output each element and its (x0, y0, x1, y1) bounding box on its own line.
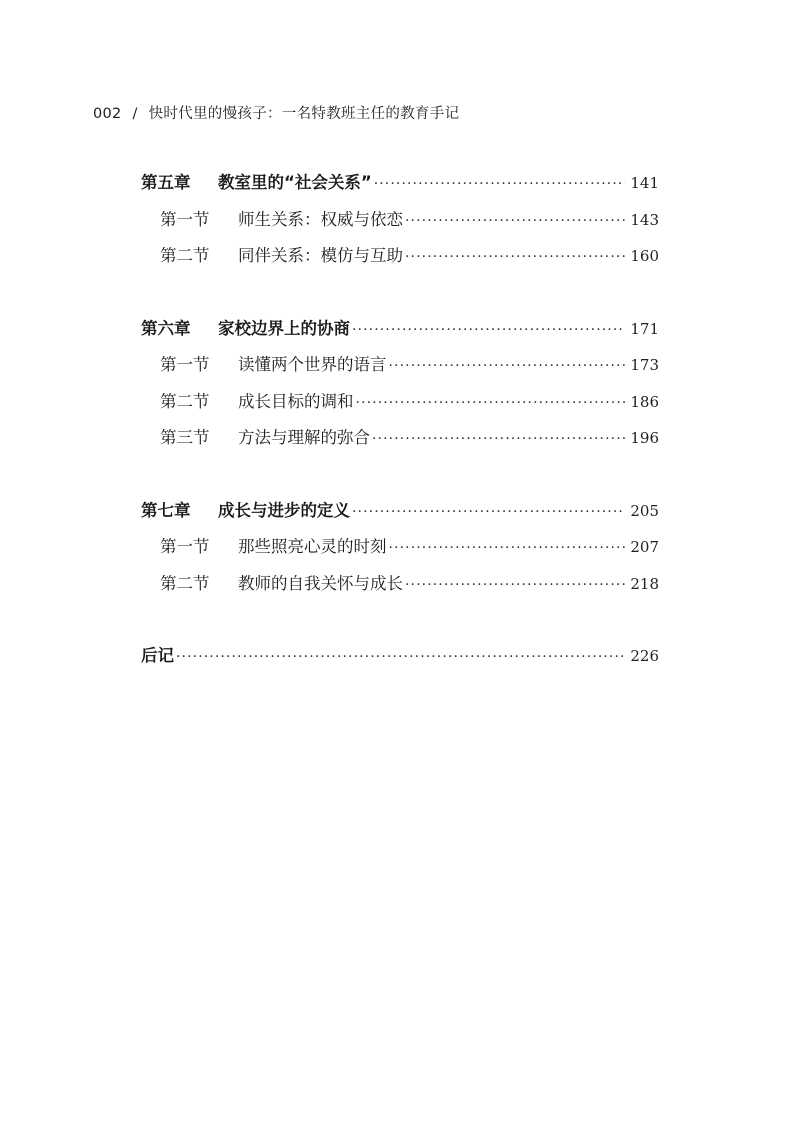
dot-leader (352, 498, 625, 526)
chapter-entry[interactable] (141, 315, 659, 352)
section-title: 成长目标的调和 (238, 391, 354, 411)
dot-leader (352, 316, 625, 344)
section-number: 第一节 (160, 355, 210, 374)
section-entry[interactable] (141, 570, 659, 607)
chapter-number: 第六章 (141, 318, 191, 338)
section-number: 第三节 (160, 428, 210, 447)
section-entry[interactable] (141, 351, 659, 388)
group-spacer (141, 279, 659, 315)
chapter-group-7 (141, 497, 659, 607)
section-title: 那些照亮心灵的时刻 (238, 537, 387, 556)
section-label (160, 388, 354, 416)
chapter-group-6 (141, 315, 659, 461)
section-title: 教师的自我关怀与成长 (238, 573, 403, 593)
chapter-entry[interactable] (141, 169, 659, 206)
section-title: 方法与理解的弥合 (238, 428, 370, 447)
table-of-contents (141, 169, 659, 679)
header-separator: / (132, 106, 138, 122)
chapter-page: 171 (630, 319, 659, 338)
chapter-number: 第五章 (141, 173, 191, 192)
dot-leader (176, 643, 625, 671)
section-title: 师生关系：权威与依恋 (238, 209, 403, 229)
dot-leader (405, 243, 625, 271)
chapter-label (141, 497, 350, 525)
chapter-page: 205 (630, 501, 659, 520)
chapter-label (141, 169, 372, 197)
section-page: 196 (630, 429, 659, 447)
section-page: 207 (630, 538, 659, 556)
chapter-entry[interactable] (141, 497, 659, 534)
chapter-title: 成长与进步的定义 (218, 500, 350, 520)
chapter-page: 141 (630, 174, 659, 192)
header-page-number: 002 (93, 106, 122, 122)
section-entry[interactable] (141, 424, 659, 461)
group-spacer (141, 606, 659, 642)
dot-leader (389, 534, 626, 562)
section-page: 218 (630, 574, 659, 593)
section-title: 同伴关系：模仿与互助 (238, 246, 403, 265)
section-page: 186 (630, 392, 659, 411)
section-page: 173 (630, 356, 659, 374)
afterword-page: 226 (630, 647, 659, 665)
chapter-label (141, 315, 350, 343)
section-number: 第二节 (160, 391, 210, 411)
section-entry[interactable] (141, 533, 659, 570)
dot-leader (372, 425, 625, 453)
group-spacer (141, 461, 659, 497)
section-label (160, 533, 387, 561)
dot-leader (389, 352, 626, 380)
chapter-title: 教室里的“社会关系” (218, 173, 372, 192)
afterword-entry[interactable] (141, 642, 659, 679)
section-entry[interactable] (141, 388, 659, 425)
section-number: 第二节 (160, 246, 210, 265)
afterword-title: 后记 (141, 646, 174, 665)
section-entry[interactable] (141, 206, 659, 243)
dot-leader (374, 170, 625, 198)
chapter-group-5 (141, 169, 659, 279)
section-label (160, 206, 403, 234)
section-number: 第二节 (160, 573, 210, 593)
section-label (160, 424, 370, 452)
running-header (93, 102, 459, 123)
section-label (160, 242, 403, 270)
dot-leader (405, 207, 625, 235)
section-number: 第一节 (160, 537, 210, 556)
header-book-title: 快时代里的慢孩子：一名特教班主任的教育手记 (148, 106, 460, 122)
chapter-number: 第七章 (141, 500, 191, 520)
dot-leader (405, 571, 625, 599)
section-title: 读懂两个世界的语言 (238, 355, 387, 374)
section-label (160, 570, 403, 598)
section-page: 160 (630, 247, 659, 265)
section-entry[interactable] (141, 242, 659, 279)
dot-leader (356, 389, 626, 417)
chapter-title: 家校边界上的协商 (218, 318, 350, 338)
section-page: 143 (630, 210, 659, 229)
section-label (160, 351, 387, 379)
section-number: 第一节 (160, 209, 210, 229)
